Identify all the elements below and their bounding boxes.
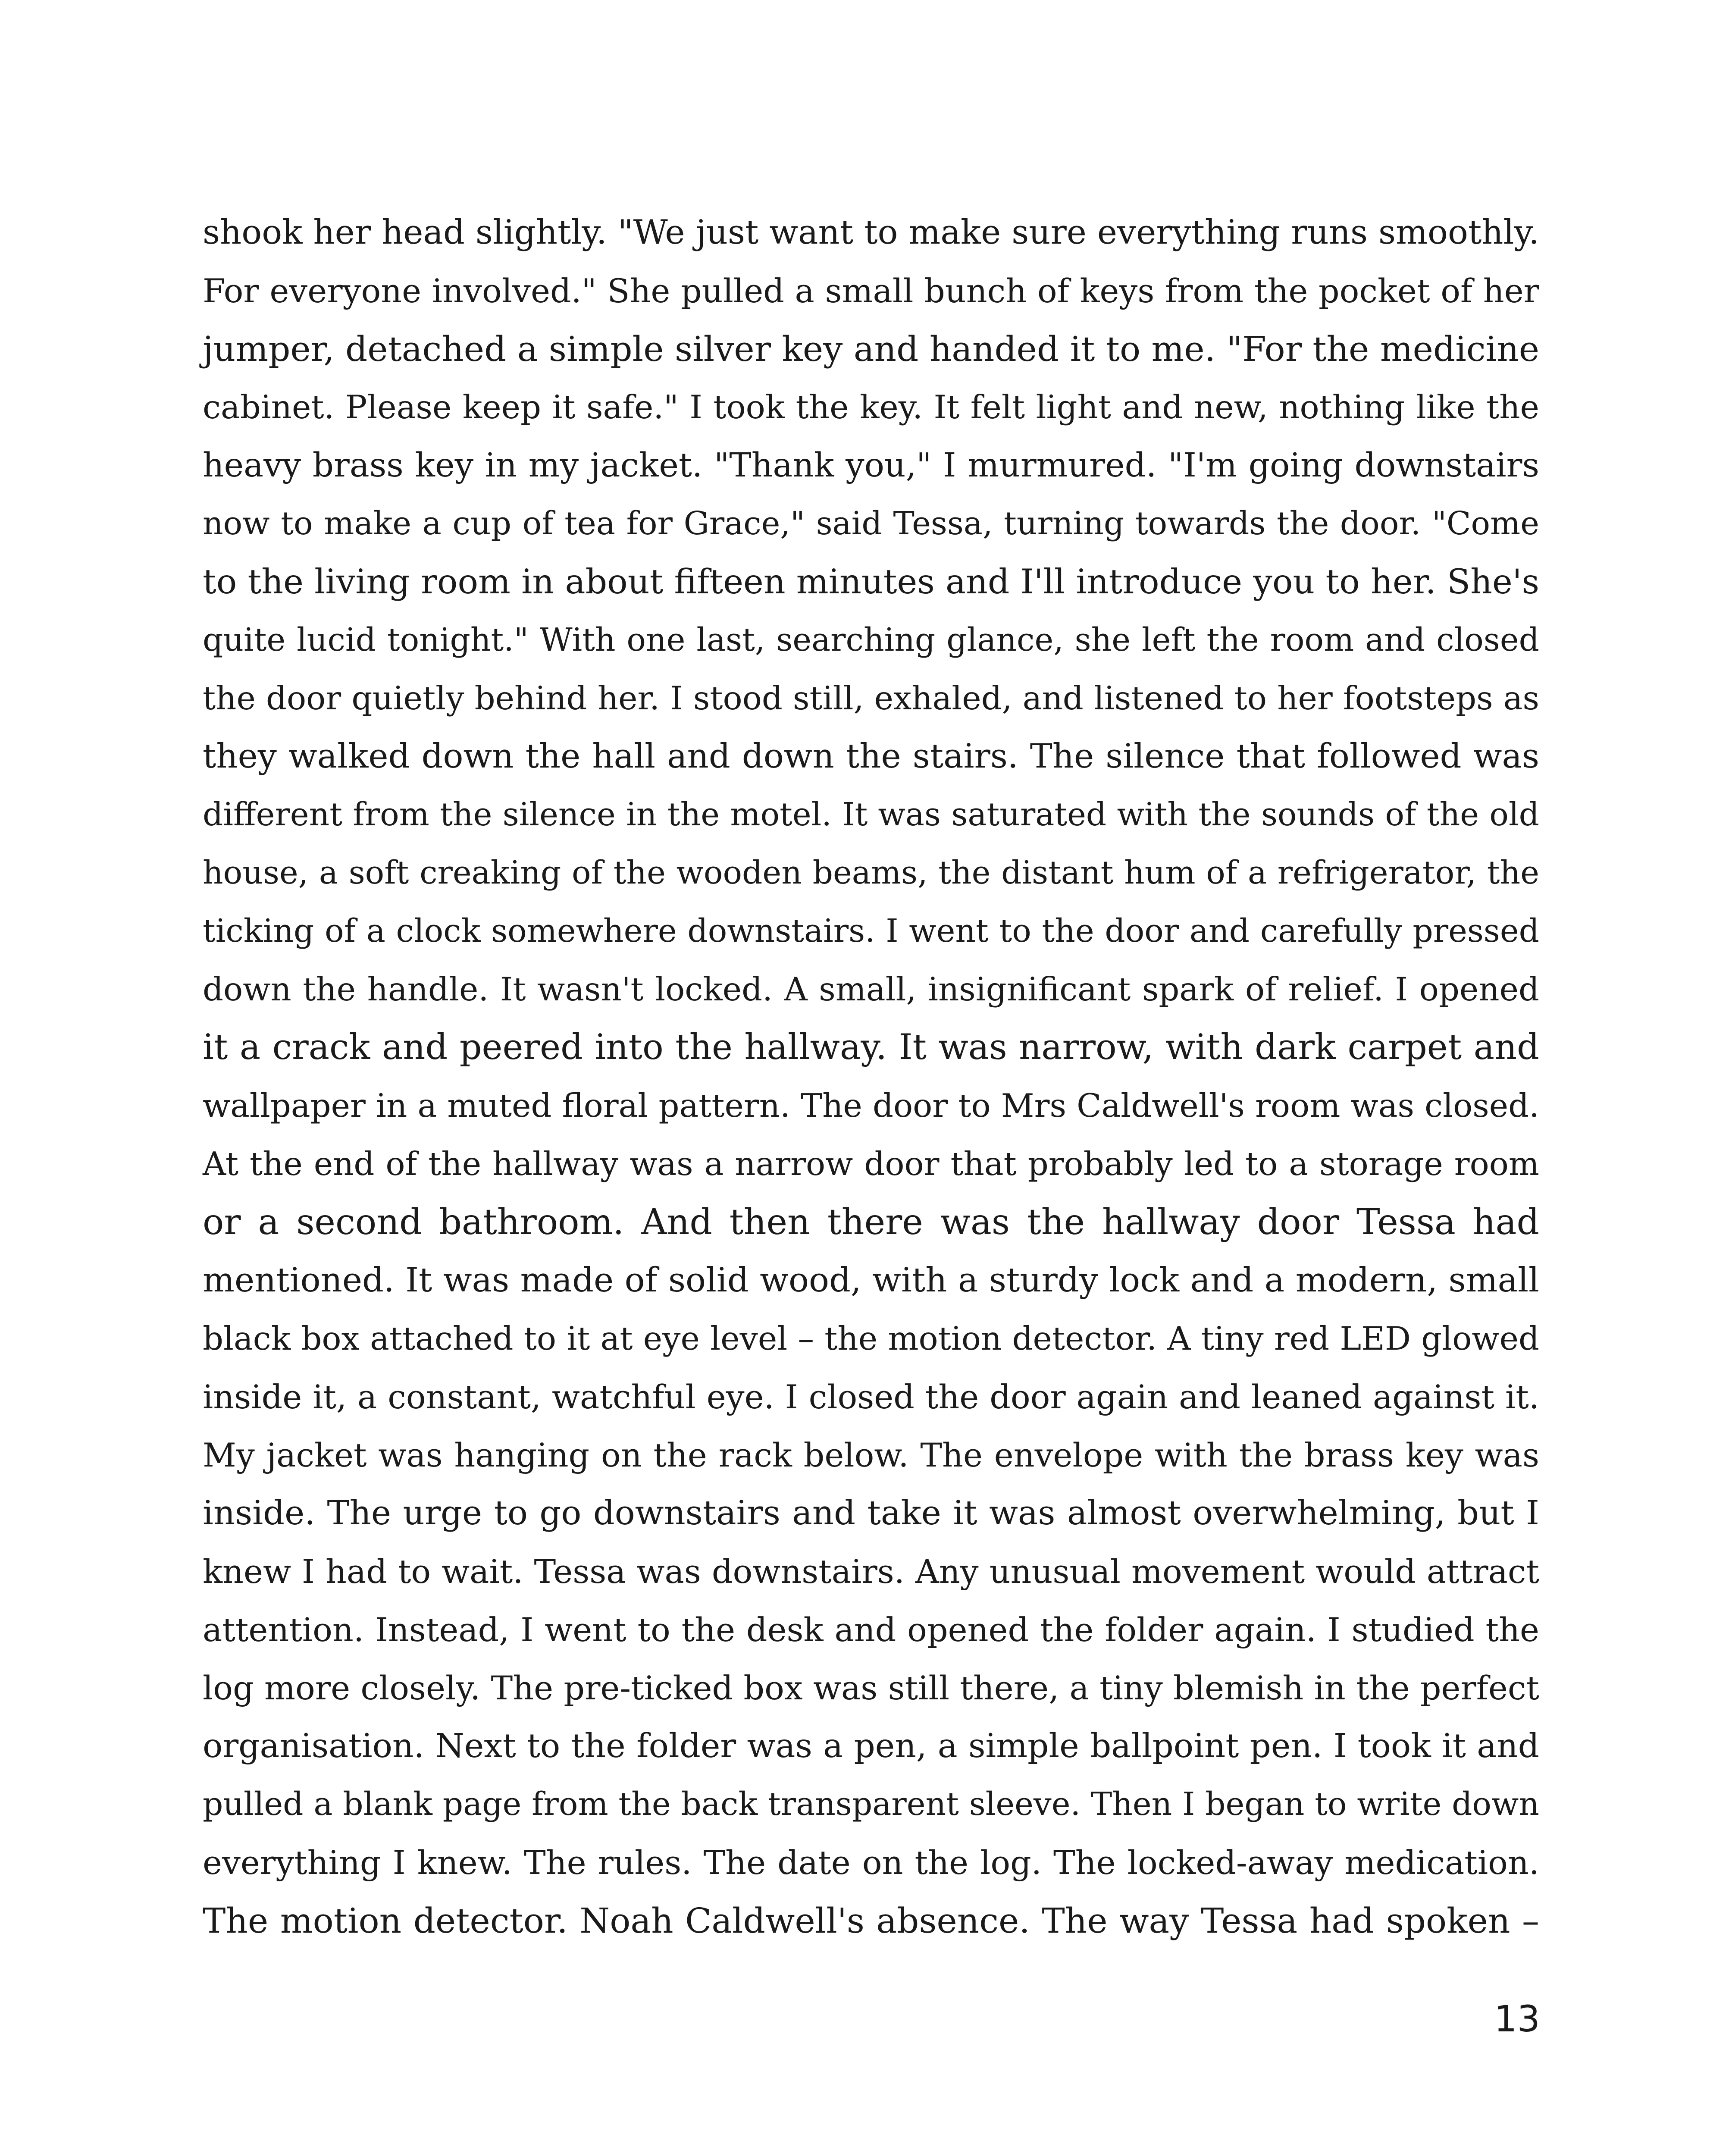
text-line: mentioned. It was made of solid wood, with a sturdy lock and a modern, small [203, 1261, 1539, 1300]
text-line: to the living room in about fifteen minutes and I'll introduce you to her. She's [203, 562, 1539, 602]
text-line: or a second bathroom. And then there was the hallway door Tessa had [203, 1202, 1539, 1243]
text-line: organisation. Next to the folder was a pen, a simple ballpoint pen. I took it and [203, 1727, 1539, 1765]
page-number: 13 [1494, 1998, 1540, 2040]
text-line: inside it, a constant, watchful eye. I closed the door again and leaned against it. [203, 1378, 1539, 1416]
text-line: My jacket was hanging on the rack below. The envelope with the brass key was [203, 1436, 1539, 1474]
text-line: cabinet. Please keep it safe." I took the key. It felt light and new, nothing like the [203, 388, 1539, 426]
text-line: different from the silence in the motel. It was saturated with the sounds of the old [203, 796, 1539, 833]
text-line: now to make a cup of tea for Grace," said Tessa, turning towards the door. "Come [203, 505, 1539, 542]
text-line: the door quietly behind her. I stood still, exhaled, and listened to her footsteps as [203, 679, 1539, 717]
text-line: For everyone involved." She pulled a small bunch of keys from the pocket of her [203, 272, 1539, 310]
text-line: attention. Instead, I went to the desk and opened the folder again. I studied the [203, 1611, 1539, 1649]
text-line: knew I had to wait. Tessa was downstairs. Any unusual movement would attract [203, 1552, 1539, 1591]
text-line: inside. The urge to go downstairs and take it was almost overwhelming, but I [203, 1494, 1539, 1532]
text-line: The motion detector. Noah Caldwell's absence. The way Tessa had spoken – [203, 1901, 1539, 1941]
text-line: At the end of the hallway was a narrow door that probably led to a storage room [203, 1145, 1539, 1183]
text-line: quite lucid tonight." With one last, searching glance, she left the room and closed [203, 621, 1539, 658]
text-line: they walked down the hall and down the stairs. The silence that followed was [203, 737, 1539, 776]
text-line: down the handle. It wasn't locked. A small, insignificant spark of relief. I opened [203, 970, 1539, 1008]
text-line: wallpaper in a muted floral pattern. The door to Mrs Caldwell's room was closed. [203, 1087, 1539, 1125]
text-line: it a crack and peered into the hallway. It was narrow, with dark carpet and [203, 1027, 1539, 1068]
text-line: shook her head slightly. "We just want to make sure everything runs smoothly. [203, 213, 1539, 252]
text-line: log more closely. The pre-ticked box was still there, a tiny blemish in the perfect [203, 1669, 1539, 1707]
text-line: pulled a blank page from the back transparent sleeve. Then I began to write down [203, 1786, 1539, 1823]
text-line: black box attached to it at eye level – the motion detector. A tiny red LED glowed [203, 1319, 1539, 1357]
text-line: house, a soft creaking of the wooden beams, the distant hum of a refrigerator, the [203, 854, 1539, 891]
body-text [203, 204, 1539, 1950]
text-line: everything I knew. The rules. The date on the log. The locked-away medication. [203, 1843, 1539, 1882]
text-line: jumper, detached a simple silver key and handed it to me. "For the medicine [203, 329, 1540, 369]
text-line: heavy brass key in my jacket. "Thank you," I murmured. "I'm going downstairs [203, 446, 1539, 485]
text-line: ticking of a clock somewhere downstairs. I went to the door and carefully pressed [203, 912, 1539, 950]
